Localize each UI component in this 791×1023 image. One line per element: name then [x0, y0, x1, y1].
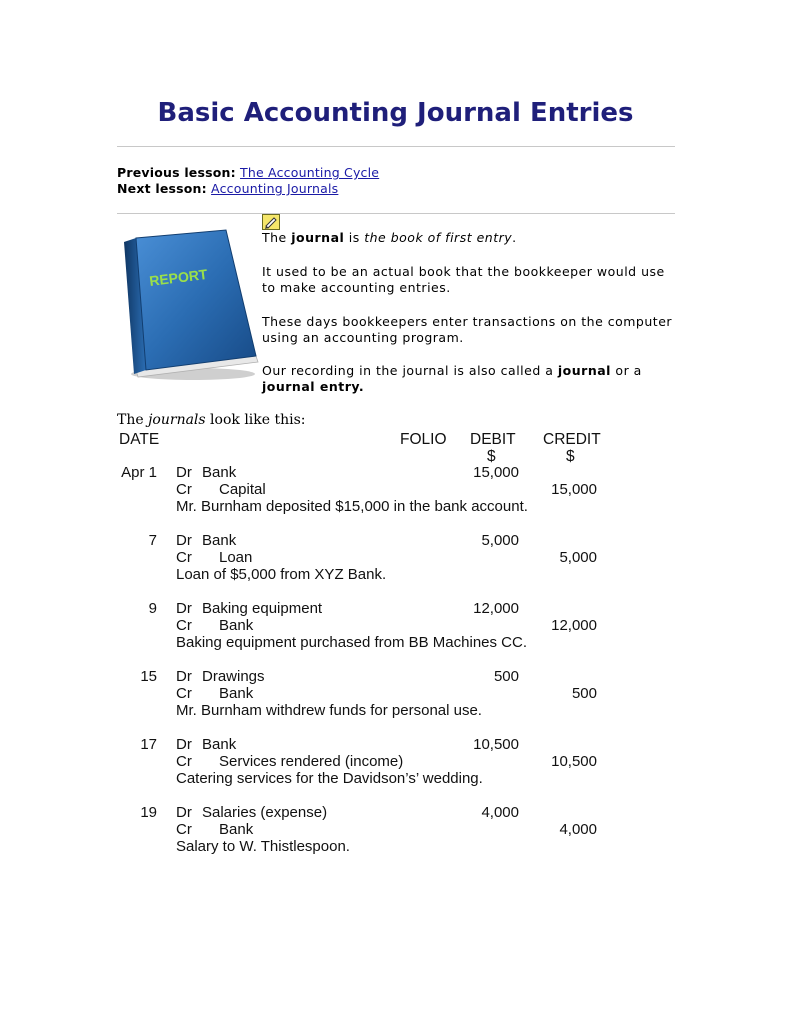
entry-narration: Mr. Burnham withdrew funds for personal use. [176, 702, 482, 719]
entry-cr-prefix: Cr [176, 753, 192, 770]
entry-dr-prefix: Dr [176, 804, 192, 821]
header-credit: CREDIT [543, 431, 601, 448]
next-lesson-label: Next lesson: [117, 181, 207, 196]
report-book-image [118, 228, 260, 383]
entry-dr-prefix: Dr [176, 464, 192, 481]
pencil-icon [262, 214, 280, 230]
entry-narration: Baking equipment purchased from BB Machines CC. [176, 634, 528, 651]
entry-date: Apr 1 [121, 464, 157, 481]
entry-dr-account: Baking equipment [202, 600, 323, 617]
journal-history-text: It used to be an actual book that the bookkeeper would use to make accounting entries. [262, 264, 665, 295]
entry-narration: Catering services for the Davidson’s’ wedding. [176, 770, 483, 787]
entry-credit: 500 [571, 685, 597, 702]
entry-debit: 15,000 [473, 464, 519, 481]
entry-narration: Loan of $5,000 from XYZ Bank. [176, 566, 387, 583]
entry-narration: Mr. Burnham deposited $15,000 in the bank account. [176, 498, 528, 515]
entry-credit: 10,500 [551, 753, 597, 770]
entry-debit: 4,000 [481, 804, 519, 821]
entry-date: 9 [148, 600, 157, 617]
entry-debit: 10,500 [473, 736, 519, 753]
entry-credit: 5,000 [559, 549, 597, 566]
entry-cr-account: Bank [219, 821, 254, 838]
header-debit-unit: $ [487, 448, 496, 465]
entry-date: 15 [140, 668, 157, 685]
next-lesson-link[interactable]: Accounting Journals [211, 181, 339, 196]
entry-dr-prefix: Dr [176, 600, 192, 617]
entry-date: 7 [148, 532, 157, 549]
entry-dr-account: Drawings [202, 668, 265, 685]
entry-debit: 12,000 [473, 600, 519, 617]
entry-date: 17 [140, 736, 157, 753]
entry-cr-prefix: Cr [176, 821, 192, 838]
entry-dr-account: Bank [202, 464, 237, 481]
entry-cr-prefix: Cr [176, 685, 192, 702]
entry-credit: 4,000 [559, 821, 597, 838]
entry-cr-account: Loan [219, 549, 253, 566]
entry-dr-account: Bank [202, 736, 237, 753]
entry-cr-account: Bank [219, 617, 254, 634]
entry-dr-prefix: Dr [176, 736, 192, 753]
entry-dr-account: Salaries (expense) [202, 804, 328, 821]
entry-cr-prefix: Cr [176, 549, 192, 566]
entry-debit: 500 [493, 668, 519, 685]
entry-cr-account: Bank [219, 685, 254, 702]
entry-debit: 5,000 [481, 532, 519, 549]
entry-dr-account: Bank [202, 532, 237, 549]
report-cover-text: REPORT [148, 265, 209, 289]
previous-lesson-label: Previous lesson: [117, 165, 236, 180]
journal-table [117, 428, 603, 858]
entry-credit: 15,000 [551, 481, 597, 498]
next-lesson [117, 181, 338, 196]
entry-narration: Salary to W. Thistlespoon. [176, 838, 350, 855]
entry-cr-prefix: Cr [176, 617, 192, 634]
journals-intro: The journals look like this: [117, 412, 306, 428]
previous-lesson-link[interactable]: The Accounting Cycle [240, 165, 380, 180]
page-title: Basic Accounting Journal Entries [157, 98, 634, 128]
journal-definition: The journal is the book of first entry. [262, 230, 517, 245]
entry-dr-prefix: Dr [176, 532, 192, 549]
entry-credit: 12,000 [551, 617, 597, 634]
header-credit-unit: $ [566, 448, 575, 465]
journal-computer-text: These days bookkeepers enter transactions on the computer using an accounting program. [262, 314, 673, 345]
divider-bottom [117, 213, 675, 214]
header-debit: DEBIT [470, 431, 516, 448]
header-folio: FOLIO [400, 431, 447, 448]
entry-date: 19 [140, 804, 157, 821]
journal-entry-text: Our recording in the journal is also called a journal or a journal entry. [262, 363, 642, 394]
previous-lesson [117, 165, 379, 180]
divider-top [117, 146, 675, 147]
entry-dr-prefix: Dr [176, 668, 192, 685]
header-date: DATE [119, 431, 160, 448]
entry-cr-prefix: Cr [176, 481, 192, 498]
entry-cr-account: Capital [219, 481, 266, 498]
entry-cr-account: Services rendered (income) [219, 753, 404, 770]
